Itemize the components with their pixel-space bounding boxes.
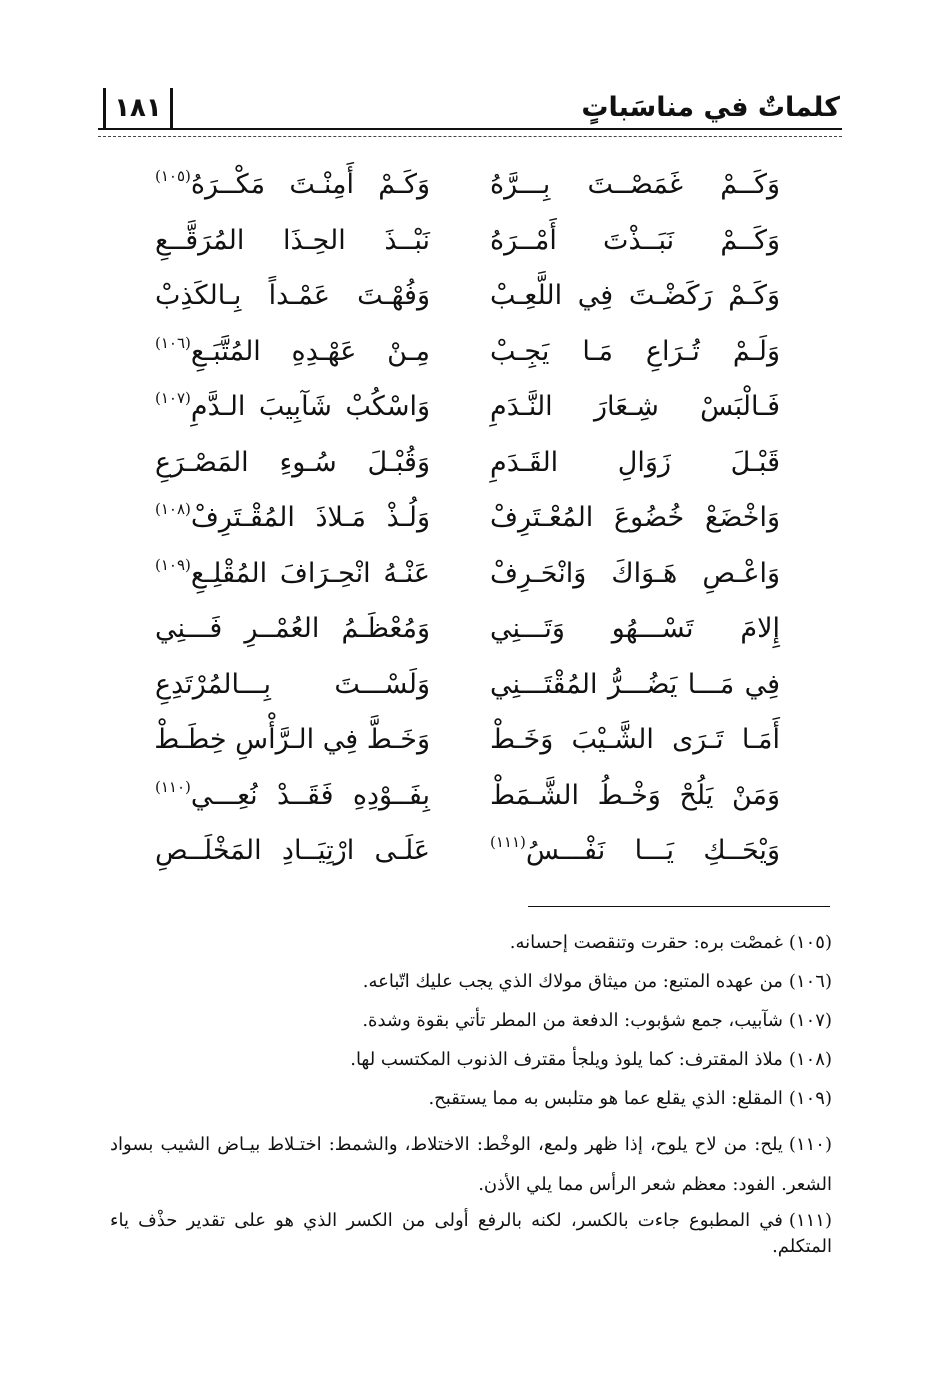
verse-second-hemistich xyxy=(155,604,430,654)
footnote xyxy=(110,969,832,995)
verse-second-hemistich xyxy=(155,382,430,435)
hemistich-text: وَفُهْـتَ عَمْـداً بِـالكَذِبْ xyxy=(155,280,430,311)
verse-first-hemistich xyxy=(490,160,780,210)
verse-line xyxy=(140,493,820,549)
hemistich-text: وَمُعْظَـمُ العُمْــرِ فَـــنِي xyxy=(155,613,430,644)
verse-first-hemistich xyxy=(490,549,780,599)
hemistich-text: وَلَـمْ تُـرَاعِ مَـا يَجِـبْ xyxy=(490,335,780,367)
hemistich-text: مِـنْ عَهْـدِهِ المُتَّبَـعِ xyxy=(190,335,430,367)
verse-line xyxy=(140,438,820,494)
verse-line xyxy=(140,216,820,272)
verse-first-hemistich xyxy=(490,771,780,821)
verse-line xyxy=(140,771,820,827)
verse-second-hemistich xyxy=(155,549,430,602)
hemistich-text: وَمَنْ يَلُحْ وَخْـطُ الشَّـمَطْ xyxy=(490,779,780,811)
footnote xyxy=(110,930,832,956)
verse-line xyxy=(140,715,820,771)
footnote xyxy=(110,1125,832,1205)
footnote-ref: (١٠٥) xyxy=(155,167,191,185)
hemistich-text: وَكَـمْ أَمِنْـتَ مَكْــرَهُ xyxy=(190,169,430,200)
verse-second-hemistich xyxy=(155,438,430,488)
running-title: كلماتٌ في مناسَباتٍ xyxy=(581,92,840,123)
footnote-ref: (١٠٦) xyxy=(155,333,191,352)
hemistich-text: وَلَسْـــتَ بِـــالمُرْتَدِعِ xyxy=(155,668,430,700)
header-rule xyxy=(98,128,842,137)
footnote-text: غمصْت بره: حقرت وتنقصت إحسانه. xyxy=(509,932,783,953)
hemistich-text: بِفَــوْدِهِ فَقَــدْ نُعِـــي xyxy=(190,779,430,811)
footnote-text: من عهده المتبع: من ميثاق مولاك الذي يجب عليك اتّباعه. xyxy=(362,971,783,992)
verse-line xyxy=(140,271,820,327)
footnote-text: يلح: من لاح يلوح، إذا ظهر ولمع، الوخْط: الاختلاط، والشمط: اختـلاط بيـاض الشيب بسواد الشعر. الفود: معظم شعر الرأس مما يلي الأذن. xyxy=(110,1134,832,1195)
verse-line xyxy=(140,160,820,216)
verse-second-hemistich xyxy=(155,216,430,266)
verse-second-hemistich xyxy=(155,771,430,824)
hemistich-text: قَبْـلَ زَوَالِ القَـدَمِ xyxy=(490,446,780,478)
footnote-number: (١٠٥) xyxy=(788,932,832,953)
verse-first-hemistich xyxy=(490,660,780,710)
verse-second-hemistich xyxy=(155,715,430,765)
footnote-ref: (١١٠) xyxy=(155,777,191,796)
footnote-number: (١٠٩) xyxy=(788,1088,832,1109)
footnote-number: (١٠٧) xyxy=(788,1010,832,1031)
verse-line xyxy=(140,660,820,716)
hemistich-text: وَاسْكُبْ شَآبِيبَ الـدَّمِ xyxy=(190,391,430,422)
footnote xyxy=(110,1047,832,1073)
verse-first-hemistich xyxy=(490,271,780,321)
verse-second-hemistich xyxy=(155,826,430,876)
footnote xyxy=(110,1208,832,1260)
hemistich-text: أَمَـا تَـرَى الشَّـيْبَ وَخَـطْ xyxy=(490,724,780,755)
page-number: ١٨١ xyxy=(103,88,173,128)
footnote xyxy=(110,1086,832,1112)
hemistich-text: عَلَـى ارْتِيَــادِ المَخْلَــصِ xyxy=(155,835,430,866)
hemistich-text: وَلُـذْ مَـلاذَ المُقْـتَرِفْ xyxy=(190,502,430,533)
verse-second-hemistich xyxy=(155,493,430,546)
footnote-number: (١٠٨) xyxy=(788,1049,832,1070)
footnote xyxy=(110,1008,832,1034)
verse-first-hemistich xyxy=(490,216,780,266)
footnote-text: المقلع: الذي يقلع عما هو متلبس به مما يستقبح. xyxy=(428,1088,783,1109)
hemistich-text: فَـالْبَسْ شِـعَارَ النَّـدَمِ xyxy=(490,391,780,422)
footnote-ref: (١١١) xyxy=(490,833,526,851)
hemistich-text: عَنْـهُ انْحِـرَافَ المُقْلِـعِ xyxy=(190,557,430,589)
verse-line xyxy=(140,604,820,660)
verse-line xyxy=(140,327,820,383)
hemistich-text: وَقُبْـلَ سُـوءِ المَصْـرَعِ xyxy=(155,446,430,478)
hemistich-text: وَيْحَــكِ يَـــا نَفْـــسُ xyxy=(525,835,780,866)
poem xyxy=(140,160,820,882)
footnote-number: (١٠٦) xyxy=(788,971,832,992)
verse-second-hemistich xyxy=(155,327,430,380)
hemistich-text: وَكَــمْ غَمَصْــتَ بِـــرَّهُ xyxy=(490,169,780,200)
footnote-text: شآبيب، جمع شؤبوب: الدفعة من المطر تأتي بقوة وشدة. xyxy=(362,1010,783,1031)
hemistich-text: فِي مَـــا يَضُـــرُّ المُقْتَـــنِي xyxy=(490,668,780,700)
footnote-text: في المطبوع جاءت بالكسر، لكنه بالرفع أولى من الكسر الذي هو على تقدير حذْف ياء المتكلم. xyxy=(110,1210,832,1257)
footnote-text: ملاذ المقترف: كما يلوذ ويلجأ مقترف الذنوب المكتسب لها. xyxy=(350,1049,783,1070)
verse-first-hemistich xyxy=(490,826,780,879)
footnote-number: (١١١) xyxy=(788,1210,832,1231)
hemistich-text: وَاعْـصِ هَـوَاكَ وَانْحَـرِفْ xyxy=(490,557,780,589)
verse-first-hemistich xyxy=(490,438,780,488)
hemistich-text: إِلامَ تَسْـــهُو وَتَـــنِي xyxy=(490,613,780,644)
footnote-ref: (١٠٨) xyxy=(155,500,191,518)
verse-first-hemistich xyxy=(490,715,780,765)
hemistich-text: نَبْــذَ الحِـذَا المُرَقَّــعِ xyxy=(155,224,430,256)
footnote-ref: (١٠٧) xyxy=(155,389,191,407)
footnote-separator xyxy=(528,906,830,907)
footnote-number: (١١٠) xyxy=(788,1134,832,1155)
verse-first-hemistich xyxy=(490,604,780,654)
verse-line xyxy=(140,549,820,605)
hemistich-text: وَكَـمْ رَكَضْـتَ فِي اللَّعِـبْ xyxy=(490,280,780,311)
verse-first-hemistich xyxy=(490,382,780,432)
verse-second-hemistich xyxy=(155,271,430,321)
verse-line xyxy=(140,826,820,882)
footnotes xyxy=(110,930,832,1273)
hemistich-text: وَاخْضَعْ خُضُوعَ المُعْـتَرِفْ xyxy=(490,502,780,533)
verse-second-hemistich xyxy=(155,160,430,213)
hemistich-text: وَخَـطَّ فِي الـرَّأْسِ خِطَـطْ xyxy=(154,724,430,755)
verse-first-hemistich xyxy=(490,327,780,377)
verse-line xyxy=(140,382,820,438)
verse-first-hemistich xyxy=(490,493,780,543)
footnote-ref: (١٠٩) xyxy=(155,555,191,574)
hemistich-text: وَكَــمْ نَبَــذْتَ أَمْــرَهُ xyxy=(490,224,780,256)
verse-second-hemistich xyxy=(155,660,430,710)
